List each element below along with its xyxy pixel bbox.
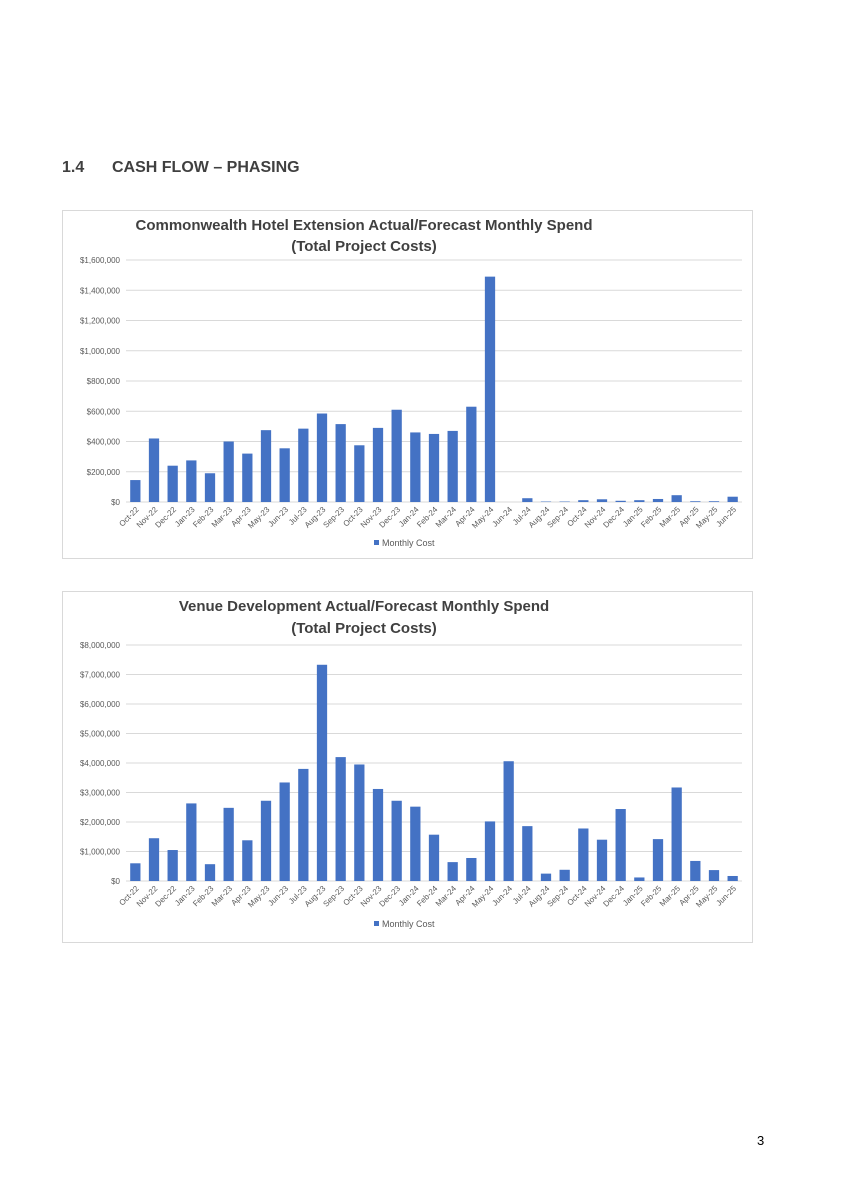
x-tick-label: Mar-24 xyxy=(433,505,459,530)
legend-label: Monthly Cost xyxy=(382,538,435,548)
y-tick-label: $3,000,000 xyxy=(79,788,120,798)
x-tick-label: Aug-24 xyxy=(526,884,552,909)
x-tick-label: Oct-23 xyxy=(341,884,365,908)
bar xyxy=(709,501,719,502)
x-tick-label: Jul-24 xyxy=(510,505,533,527)
x-tick-label: May-23 xyxy=(246,505,272,531)
bar xyxy=(354,764,364,881)
bar xyxy=(522,498,532,502)
x-tick-label: Nov-22 xyxy=(134,505,160,530)
bar xyxy=(168,466,178,502)
x-tick-label: May-25 xyxy=(694,505,720,531)
x-tick-label: Jul-24 xyxy=(510,884,533,906)
legend-label: Monthly Cost xyxy=(382,919,435,929)
bar xyxy=(653,499,663,502)
bar xyxy=(410,807,420,881)
y-tick-label: $800,000 xyxy=(86,377,120,386)
y-tick-label: $200,000 xyxy=(86,467,120,477)
bar xyxy=(653,839,663,881)
x-tick-label: Apr-23 xyxy=(229,505,253,529)
bar xyxy=(186,460,196,502)
x-tick-label: May-24 xyxy=(470,505,496,531)
x-tick-label: Jan-23 xyxy=(173,884,197,908)
hotel-extension-chart-svg xyxy=(63,211,752,558)
bar xyxy=(466,407,476,502)
chart-title-line: (Total Project Costs) xyxy=(291,238,437,255)
y-tick-label: $1,000,000 xyxy=(79,847,120,857)
bar xyxy=(261,430,271,502)
y-tick-label: $1,000,000 xyxy=(79,346,120,356)
bar xyxy=(336,424,346,502)
x-tick-label: May-24 xyxy=(470,884,496,910)
bar xyxy=(298,429,308,502)
x-tick-label: Mar-24 xyxy=(433,884,459,909)
bar xyxy=(578,500,588,502)
section-number: 1.4 xyxy=(62,159,85,176)
x-tick-label: Feb-23 xyxy=(191,505,216,530)
x-tick-label: Feb-25 xyxy=(639,884,664,909)
chart-title-line: Venue Development Actual/Forecast Monthly Spend xyxy=(178,598,550,615)
y-tick-label: $1,200,000 xyxy=(79,316,120,326)
bar xyxy=(392,410,402,502)
x-tick-label: Aug-23 xyxy=(302,884,328,909)
y-tick-label: $2,000,000 xyxy=(79,818,120,827)
bar xyxy=(392,801,402,881)
bar xyxy=(616,809,626,881)
x-tick-label: Feb-25 xyxy=(639,505,664,530)
bar xyxy=(205,473,215,502)
bar xyxy=(130,863,140,881)
bar xyxy=(466,858,476,881)
x-tick-label: Sep-23 xyxy=(321,505,347,530)
x-tick-label: Mar-25 xyxy=(657,884,683,909)
x-tick-label: Oct-24 xyxy=(565,884,589,908)
x-tick-label: Nov-22 xyxy=(134,884,160,909)
y-tick-label: $400,000 xyxy=(86,437,120,447)
bar xyxy=(485,821,495,881)
x-tick-label: May-25 xyxy=(694,884,720,910)
x-tick-label: Dec-23 xyxy=(377,884,403,909)
section-title: CASH FLOW – PHASING xyxy=(112,159,300,176)
x-tick-label: Feb-24 xyxy=(415,505,440,530)
x-tick-label: Nov-24 xyxy=(582,884,608,909)
x-tick-label: Aug-24 xyxy=(526,505,552,530)
x-tick-label: Oct-22 xyxy=(117,505,141,529)
x-tick-label: Mar-23 xyxy=(209,884,235,909)
y-tick-label: $1,600,000 xyxy=(79,256,120,265)
x-tick-label: Apr-23 xyxy=(229,884,253,908)
bar xyxy=(690,501,700,502)
x-tick-label: Jan-25 xyxy=(621,505,645,529)
bar xyxy=(354,445,364,502)
bar xyxy=(448,431,458,502)
bar xyxy=(616,501,626,502)
bar xyxy=(728,876,738,881)
x-tick-label: Jun-23 xyxy=(266,505,291,529)
x-tick-label: Aug-23 xyxy=(302,505,328,530)
bar xyxy=(205,864,215,881)
x-tick-label: Jun-25 xyxy=(714,884,739,908)
x-tick-label: Nov-23 xyxy=(358,505,384,530)
x-tick-label: Mar-23 xyxy=(209,505,235,530)
x-tick-label: Sep-24 xyxy=(545,884,571,909)
x-tick-label: Dec-22 xyxy=(153,884,179,909)
y-tick-label: $600,000 xyxy=(86,407,120,417)
y-tick-label: $4,000,000 xyxy=(79,759,120,768)
x-tick-label: Dec-22 xyxy=(153,505,179,530)
legend-swatch xyxy=(374,921,379,926)
x-tick-label: Jun-24 xyxy=(490,884,515,908)
chart-title-line: Commonwealth Hotel Extension Actual/Forecast Monthly Spend xyxy=(135,217,593,234)
x-tick-label: Feb-24 xyxy=(415,884,440,909)
bar xyxy=(672,787,682,881)
x-tick-label: Apr-24 xyxy=(453,505,477,529)
page-number: 3 xyxy=(757,1133,765,1148)
x-tick-label: Jun-23 xyxy=(266,884,291,908)
bar xyxy=(672,495,682,502)
bar xyxy=(224,808,234,881)
y-tick-label: $0 xyxy=(111,498,120,507)
x-tick-label: Jan-25 xyxy=(621,884,645,908)
bar xyxy=(280,448,290,502)
x-tick-label: May-23 xyxy=(246,884,272,910)
x-tick-label: Jul-23 xyxy=(286,505,309,527)
venue-development-chart-svg xyxy=(63,592,752,942)
bar xyxy=(298,769,308,881)
legend-swatch xyxy=(374,540,379,545)
bar xyxy=(224,442,234,503)
bar xyxy=(541,874,551,881)
bar xyxy=(168,850,178,881)
bar xyxy=(522,826,532,881)
bar xyxy=(317,414,327,502)
x-tick-label: Mar-25 xyxy=(657,505,683,530)
y-tick-label: $5,000,000 xyxy=(79,729,120,739)
bar xyxy=(373,789,383,881)
x-tick-label: Apr-24 xyxy=(453,884,477,908)
x-tick-label: Oct-24 xyxy=(565,505,589,529)
x-tick-label: Jun-25 xyxy=(714,505,739,529)
x-tick-label: Jul-23 xyxy=(286,884,309,906)
bar xyxy=(634,877,644,881)
bar xyxy=(429,835,439,881)
bar xyxy=(186,803,196,881)
x-tick-label: Dec-23 xyxy=(377,505,403,530)
bar xyxy=(242,454,252,502)
bar xyxy=(429,434,439,502)
bar xyxy=(709,870,719,881)
y-tick-label: $0 xyxy=(111,877,120,886)
y-tick-label: $7,000,000 xyxy=(79,670,120,680)
bar xyxy=(261,801,271,881)
chart-title-line: (Total Project Costs) xyxy=(291,620,437,637)
x-tick-label: Sep-23 xyxy=(321,884,347,909)
bar xyxy=(728,497,738,502)
bar xyxy=(373,428,383,502)
bar xyxy=(578,828,588,881)
x-tick-label: Nov-24 xyxy=(582,505,608,530)
bar xyxy=(130,480,140,502)
bar xyxy=(504,761,514,881)
y-tick-label: $1,400,000 xyxy=(79,286,120,296)
venue-development-chart xyxy=(62,591,753,943)
bar xyxy=(597,840,607,881)
x-tick-label: Jan-24 xyxy=(397,505,421,529)
bar xyxy=(410,432,420,502)
x-tick-label: Oct-23 xyxy=(341,505,365,529)
x-tick-label: Nov-23 xyxy=(358,884,384,909)
x-tick-label: Dec-24 xyxy=(601,884,627,909)
x-tick-label: Dec-24 xyxy=(601,505,627,530)
bar xyxy=(280,782,290,881)
y-tick-label: $8,000,000 xyxy=(79,641,120,650)
bar xyxy=(690,861,700,881)
x-tick-label: Jan-23 xyxy=(173,505,197,529)
bar xyxy=(317,665,327,881)
x-tick-label: Feb-23 xyxy=(191,884,216,909)
bar xyxy=(336,757,346,881)
x-tick-label: Apr-25 xyxy=(677,505,701,529)
bar xyxy=(634,500,644,502)
bar xyxy=(149,838,159,881)
bar xyxy=(560,870,570,881)
bar xyxy=(242,840,252,881)
x-tick-label: Apr-25 xyxy=(677,884,701,908)
section-heading xyxy=(62,159,300,177)
bar xyxy=(448,862,458,881)
bar xyxy=(149,438,159,502)
bar xyxy=(485,277,495,502)
x-tick-label: Jun-24 xyxy=(490,505,515,529)
bar xyxy=(597,499,607,502)
y-tick-label: $6,000,000 xyxy=(79,700,120,709)
x-tick-label: Oct-22 xyxy=(117,884,141,908)
x-tick-label: Sep-24 xyxy=(545,505,571,530)
hotel-extension-chart xyxy=(62,210,753,559)
x-tick-label: Jan-24 xyxy=(397,884,421,908)
